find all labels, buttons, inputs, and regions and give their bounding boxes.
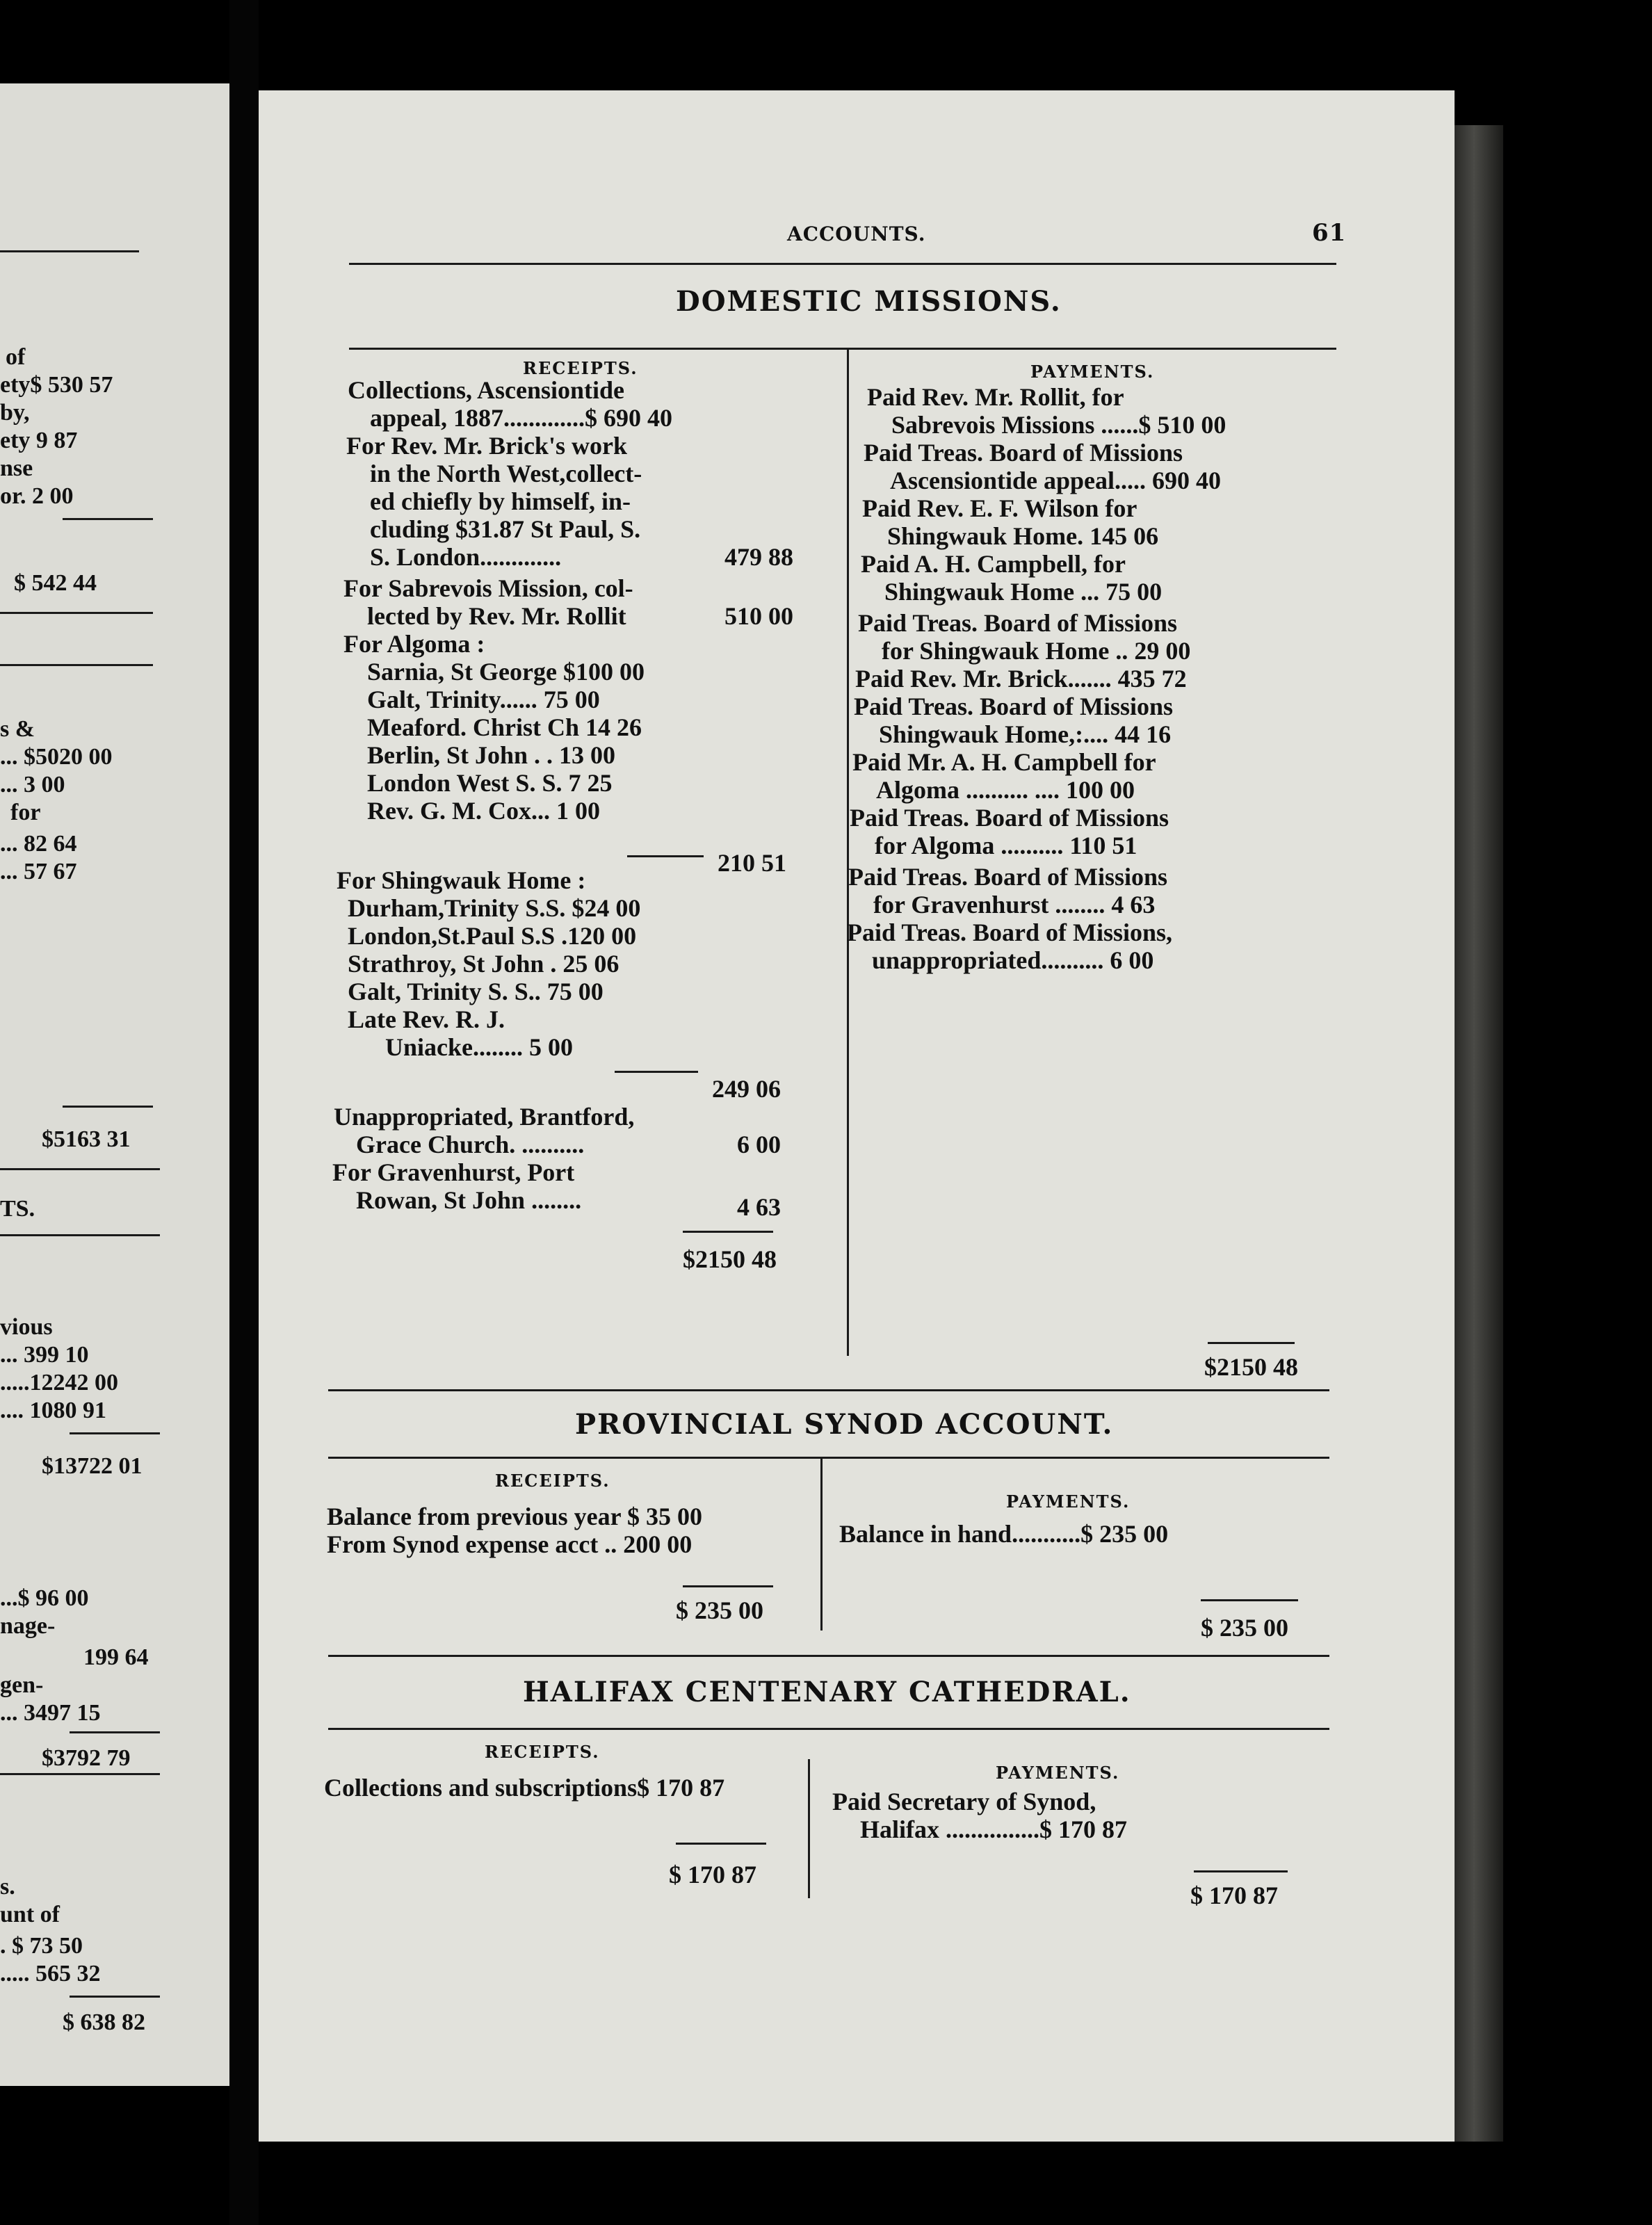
receipt-line: Meaford. Christ Ch 14 26 <box>367 713 642 741</box>
left-line: for <box>10 800 41 825</box>
left-line: .....12242 00 <box>0 1370 118 1395</box>
payment-total: $ 235 00 <box>1201 1614 1288 1642</box>
total-rule <box>1194 1870 1288 1872</box>
payment-line: Paid Treas. Board of Missions <box>858 609 1178 637</box>
left-line: ... 3497 15 <box>0 1700 101 1726</box>
payment-total: $ 170 87 <box>1190 1882 1278 1909</box>
left-line: ... 82 64 <box>0 831 77 857</box>
receipt-line: ed chiefly by himself, in- <box>370 487 631 515</box>
payment-line: Paid Secretary of Synod, <box>832 1788 1096 1815</box>
receipt-line: S. London............. <box>370 543 562 571</box>
receipt-line: Late Rev. R. J. <box>348 1005 505 1033</box>
left-line: unt of <box>0 1902 60 1927</box>
receipt-line: Galt, Trinity...... 75 00 <box>367 686 600 713</box>
section-rule <box>328 1728 1329 1730</box>
payment-line: Shingwauk Home,:.... 44 16 <box>879 720 1172 748</box>
receipt-amount: 4 63 <box>737 1193 781 1221</box>
left-rule <box>0 664 153 666</box>
book-gutter <box>229 0 259 2225</box>
section-rule <box>349 348 1336 350</box>
receipt-line: Collections, Ascensiontide <box>348 376 625 404</box>
receipt-line: For Gravenhurst, Port <box>332 1158 575 1186</box>
payment-line: for Shingwauk Home .. 29 00 <box>882 637 1191 665</box>
receipts-heading: RECEIPTS. <box>495 1471 610 1491</box>
payment-line: Paid Rev. Mr. Brick....... 435 72 <box>855 665 1187 693</box>
left-line: ...$ 96 00 <box>0 1585 89 1611</box>
receipt-amount: 249 06 <box>712 1075 781 1103</box>
receipt-line: For Sabrevois Mission, col- <box>343 574 633 602</box>
payment-line: unappropriated.......... 6 00 <box>872 946 1154 974</box>
payments-heading: PAYMENTS. <box>1006 1491 1131 1512</box>
left-line: s & <box>0 716 35 742</box>
payments-heading: PAYMENTS. <box>1030 362 1155 382</box>
left-rule <box>70 1432 160 1434</box>
payment-line: Algoma .......... .... 100 00 <box>876 776 1135 804</box>
payment-line: Paid Treas. Board of Missions <box>848 863 1168 891</box>
receipt-line: Rev. G. M. Cox... 1 00 <box>367 797 600 825</box>
left-line: nse <box>0 455 33 481</box>
receipt-line: From Synod expense acct .. 200 00 <box>327 1530 693 1558</box>
left-line: by, <box>0 400 30 426</box>
receipt-line: Balance from previous year $ 35 00 <box>327 1503 702 1530</box>
receipt-amount: 6 00 <box>737 1131 781 1158</box>
receipt-line: Collections and subscriptions$ 170 87 <box>324 1774 725 1802</box>
section-title: HALIFAX CENTENARY CATHEDRAL. <box>523 1676 1131 1708</box>
left-line: $ 542 44 <box>14 570 97 596</box>
subtotal-rule <box>627 855 704 857</box>
receipts-heading: RECEIPTS. <box>523 358 638 378</box>
receipt-total: $2150 48 <box>683 1245 777 1273</box>
page-edge <box>1455 125 1503 2142</box>
left-line: TS. <box>0 1196 35 1222</box>
left-line: ..... 565 32 <box>0 1961 101 1987</box>
total-rule <box>683 1585 773 1587</box>
payment-line: Halifax ...............$ 170 87 <box>860 1815 1127 1843</box>
section-title: PROVINCIAL SYNOD ACCOUNT. <box>575 1408 1114 1441</box>
left-line: of <box>6 344 26 370</box>
total-rule <box>683 1231 773 1233</box>
receipt-line: Rowan, St John ........ <box>356 1186 582 1214</box>
left-line: 199 64 <box>83 1644 149 1670</box>
left-line: ety 9 87 <box>0 428 78 453</box>
receipt-line: Uniacke........ 5 00 <box>385 1033 573 1061</box>
receipt-line: For Algoma : <box>343 630 485 658</box>
left-rule <box>0 250 139 252</box>
left-line: vious <box>0 1314 53 1340</box>
payment-line: Paid Rev. E. F. Wilson for <box>862 494 1137 522</box>
payment-line: Sabrevois Missions ......$ 510 00 <box>891 411 1226 439</box>
payment-line: Shingwauk Home. 145 06 <box>887 522 1159 550</box>
left-line: . $ 73 50 <box>0 1933 83 1959</box>
payment-line: Paid A. H. Campbell, for <box>861 550 1126 578</box>
column-divider <box>820 1457 823 1631</box>
column-divider <box>808 1759 810 1898</box>
receipt-line: Unappropriated, Brantford, <box>334 1103 635 1131</box>
payment-line: Paid Treas. Board of Missions, <box>847 919 1173 946</box>
receipt-total: $ 170 87 <box>669 1861 756 1888</box>
payment-line: Shingwauk Home ... 75 00 <box>884 578 1163 606</box>
left-rule <box>0 612 153 614</box>
receipt-line: For Shingwauk Home : <box>337 866 586 894</box>
left-line: $13722 01 <box>42 1453 143 1479</box>
main-page <box>259 90 1455 2142</box>
page-number: 61 <box>1312 219 1347 247</box>
receipt-line: Galt, Trinity S. S.. 75 00 <box>348 978 604 1005</box>
section-rule <box>328 1655 1329 1657</box>
receipts-heading: RECEIPTS. <box>485 1742 600 1762</box>
receipt-total: $ 235 00 <box>676 1596 763 1624</box>
payment-line: Paid Mr. A. H. Campbell for <box>852 748 1156 776</box>
payments-heading: PAYMENTS. <box>996 1763 1120 1783</box>
total-rule <box>1208 1342 1295 1344</box>
payment-line: Paid Treas. Board of Missions <box>864 439 1183 467</box>
running-title: ACCOUNTS. <box>787 222 926 245</box>
left-line: $3792 79 <box>42 1745 131 1771</box>
payment-line: Balance in hand...........$ 235 00 <box>839 1520 1169 1548</box>
header-rule <box>349 263 1336 265</box>
receipt-amount: 479 88 <box>724 543 793 571</box>
left-rule <box>63 1106 153 1108</box>
left-rule <box>0 1168 160 1170</box>
receipt-line: Durham,Trinity S.S. $24 00 <box>348 894 641 922</box>
left-line: ... 57 67 <box>0 859 77 884</box>
left-line: or. 2 00 <box>0 483 74 509</box>
section-rule <box>328 1457 1329 1459</box>
left-line: $ 638 82 <box>63 2009 145 2035</box>
left-rule <box>63 518 153 520</box>
receipt-line: Grace Church. .......... <box>356 1131 585 1158</box>
left-line: ety$ 530 57 <box>0 372 113 398</box>
receipt-line: Berlin, St John . . 13 00 <box>367 741 616 769</box>
receipt-line: lected by Rev. Mr. Rollit <box>367 602 626 630</box>
left-line: ... 399 10 <box>0 1342 89 1368</box>
left-line: $5163 31 <box>42 1126 131 1152</box>
receipt-line: For Rev. Mr. Brick's work <box>346 432 627 460</box>
total-rule <box>676 1843 766 1845</box>
receipt-line: Sarnia, St George $100 00 <box>367 658 645 686</box>
left-page-fragment <box>0 83 229 2086</box>
receipt-amount: 510 00 <box>724 602 793 630</box>
left-line: .... 1080 91 <box>0 1398 106 1423</box>
receipt-line: cluding $31.87 St Paul, S. <box>370 515 641 543</box>
payment-line: for Algoma .......... 110 51 <box>875 832 1137 859</box>
left-line: ... 3 00 <box>0 772 65 798</box>
section-title: DOMESTIC MISSIONS. <box>676 285 1062 318</box>
receipt-line: Strathroy, St John . 25 06 <box>348 950 620 978</box>
left-line: gen- <box>0 1672 44 1698</box>
payment-total: $2150 48 <box>1204 1353 1298 1381</box>
payment-line: Paid Treas. Board of Missions <box>854 693 1174 720</box>
left-rule <box>0 1773 160 1775</box>
left-rule <box>70 1996 160 1998</box>
receipt-line: London West S. S. 7 25 <box>367 769 613 797</box>
left-rule <box>70 1731 160 1733</box>
total-rule <box>1201 1599 1298 1601</box>
payment-line: Paid Treas. Board of Missions <box>850 804 1169 832</box>
payment-line: Paid Rev. Mr. Rollit, for <box>867 383 1124 411</box>
receipt-line: appeal, 1887.............$ 690 40 <box>370 404 673 432</box>
left-line: nage- <box>0 1613 56 1639</box>
payment-line: for Gravenhurst ........ 4 63 <box>873 891 1156 919</box>
section-rule <box>328 1389 1329 1391</box>
receipt-line: London,St.Paul S.S .120 00 <box>348 922 637 950</box>
left-rule <box>0 1234 160 1236</box>
column-divider <box>847 348 849 1356</box>
receipt-line: in the North West,collect- <box>370 460 642 487</box>
left-line: s. <box>0 1874 15 1900</box>
receipt-amount: 210 51 <box>718 849 786 877</box>
left-line: ... $5020 00 <box>0 744 113 770</box>
payment-line: Ascensiontide appeal..... 690 40 <box>890 467 1222 494</box>
subtotal-rule <box>615 1071 698 1073</box>
